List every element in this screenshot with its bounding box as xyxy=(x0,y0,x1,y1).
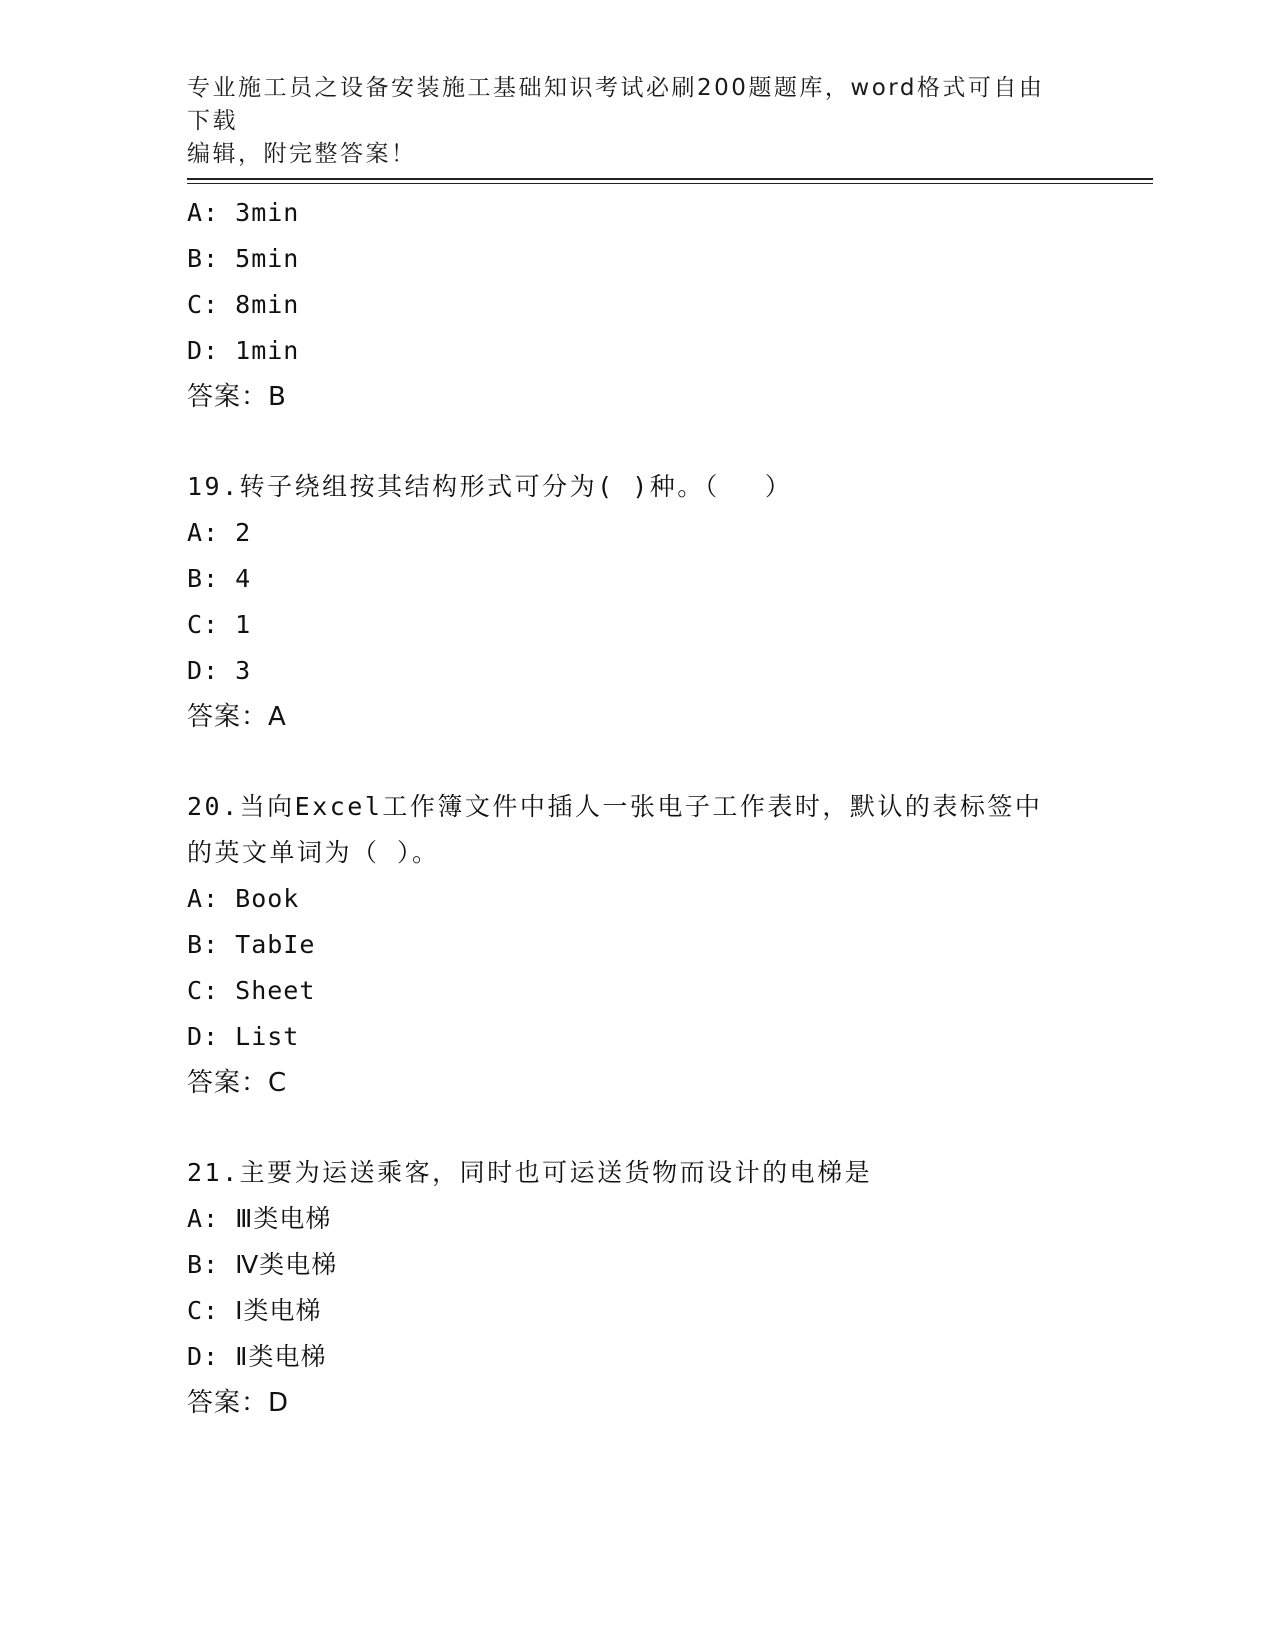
option-c: C: Ⅰ类电梯 xyxy=(187,1296,322,1325)
option-d: D: List xyxy=(187,1022,300,1051)
option-a: A: 3min xyxy=(187,198,300,227)
answer-line: 答案：B xyxy=(187,382,287,412)
question-fragment xyxy=(187,190,1087,420)
question-gap xyxy=(187,1106,1087,1150)
answer-line: 答案：C xyxy=(187,1068,288,1098)
header-divider-thin xyxy=(187,183,1153,184)
option-a: A: Ⅲ类电梯 xyxy=(187,1204,332,1233)
option-b: B: Ⅳ类电梯 xyxy=(187,1250,338,1279)
option-c: C: Sheet xyxy=(187,976,316,1005)
option-d: D: 3 xyxy=(187,656,252,685)
question-text: 21.主要为运送乘客，同时也可运送货物而设计的电梯是 xyxy=(187,1158,873,1187)
answer-line: 答案：D xyxy=(187,1388,290,1418)
option-b: B: TabIe xyxy=(187,930,316,959)
answer-line: 答案：A xyxy=(187,702,287,732)
question-21 xyxy=(187,1150,1087,1426)
question-20 xyxy=(187,784,1087,1106)
option-c: C: 8min xyxy=(187,290,300,319)
option-b: B: 5min xyxy=(187,244,300,273)
question-gap xyxy=(187,740,1087,784)
option-a: A: 2 xyxy=(187,518,252,547)
question-text-continued: 的英文单词为（ ）。 xyxy=(187,838,440,867)
header-title-line-1: 专业施工员之设备安装施工基础知识考试必刷200题题库，word格式可自由下载 xyxy=(187,75,1045,134)
question-19 xyxy=(187,464,1087,740)
page-header xyxy=(187,72,1067,171)
question-text: 19.转子绕组按其结构形式可分为( )种。（ ） xyxy=(187,472,793,501)
question-text: 20.当向Excel工作簿文件中插人一张电子工作表时，默认的表标签中 xyxy=(187,792,1043,821)
option-b: B: 4 xyxy=(187,564,252,593)
option-a: A: Book xyxy=(187,884,300,913)
header-title-line-2: 编辑，附完整答案！ xyxy=(187,141,417,167)
question-gap xyxy=(187,420,1087,464)
document-body xyxy=(187,190,1087,1426)
option-c: C: 1 xyxy=(187,610,252,639)
option-d: D: 1min xyxy=(187,336,300,365)
option-d: D: Ⅱ类电梯 xyxy=(187,1342,327,1371)
header-divider-thick xyxy=(187,178,1153,180)
